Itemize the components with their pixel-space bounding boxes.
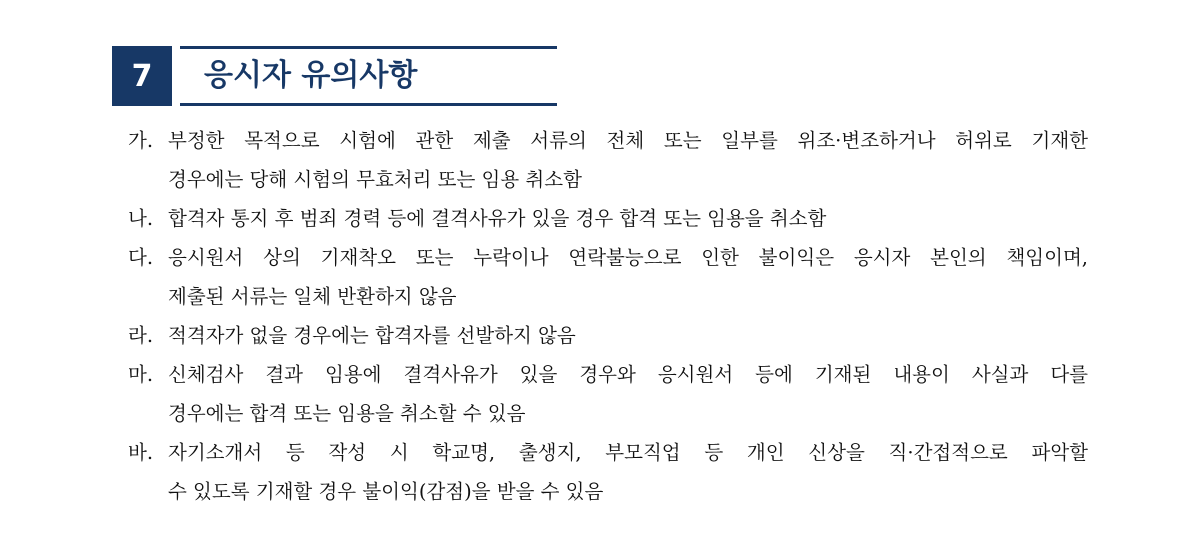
- notice-line: 경우에는 합격 또는 임용을 취소할 수 있음: [168, 402, 526, 425]
- notice-line: 제출된 서류는 일체 반환하지 않음: [168, 285, 457, 308]
- section-title-bar: [180, 46, 557, 106]
- notice-marker: 라.: [128, 324, 154, 347]
- notice-line: 수 있도록 기재할 경우 불이익(감점)을 받을 수 있음: [168, 480, 604, 503]
- notice-text: [168, 433, 1088, 511]
- notice-item: [128, 199, 1088, 238]
- notice-text: [168, 199, 1088, 238]
- notice-line: 신체검사 결과 임용에 결격사유가 있을 경우와 응시원서 등에 기재된 내용이 사실과 다를: [168, 363, 1088, 386]
- notice-marker: 마.: [128, 363, 154, 386]
- notice-item: [128, 238, 1088, 316]
- notice-line: 적격자가 없을 경우에는 합격자를 선발하지 않음: [168, 324, 576, 347]
- notice-item: [128, 355, 1088, 433]
- notice-list: [128, 121, 1088, 511]
- notice-marker: 가.: [128, 129, 154, 152]
- notice-marker: 다.: [128, 246, 154, 269]
- notice-item: [128, 316, 1088, 355]
- notice-text: [168, 238, 1088, 316]
- notice-marker: 나.: [128, 207, 154, 230]
- notice-text: [168, 355, 1088, 433]
- section-number: 7: [131, 58, 153, 94]
- notice-line: 응시원서 상의 기재착오 또는 누락이나 연락불능으로 인한 불이익은 응시자 본인의 책임이며,: [168, 246, 1088, 269]
- notice-line: 부정한 목적으로 시험에 관한 제출 서류의 전체 또는 일부를 위조·변조하거나 허위로 기재한: [168, 129, 1088, 152]
- notice-line: 자기소개서 등 작성 시 학교명, 출생지, 부모직업 등 개인 신상을 직·간접적으로 파악할: [168, 441, 1088, 464]
- section-number-badge: [112, 46, 172, 106]
- notice-item: [128, 121, 1088, 199]
- notice-line: 경우에는 당해 시험의 무효처리 또는 임용 취소함: [168, 168, 582, 191]
- notice-line: 합격자 통지 후 범죄 경력 등에 결격사유가 있을 경우 합격 또는 임용을 취소함: [168, 207, 827, 230]
- section-title: 응시자 유의사항: [204, 58, 418, 93]
- notice-item: [128, 433, 1088, 511]
- notice-text: [168, 121, 1088, 199]
- notice-marker: 바.: [128, 441, 154, 464]
- notice-text: [168, 316, 1088, 355]
